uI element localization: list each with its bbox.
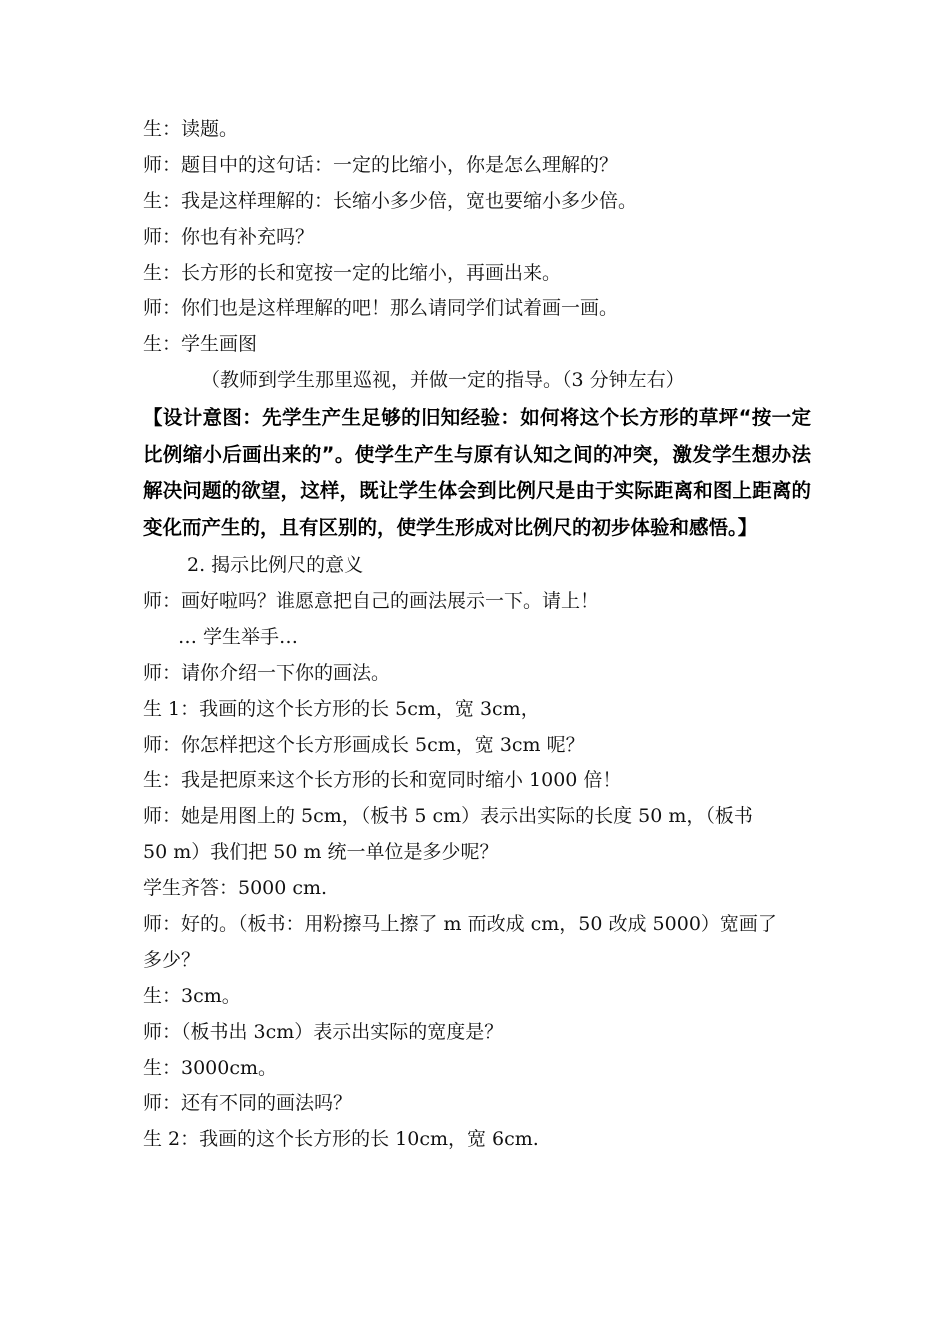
dialogue-line: 生：读题。 [143,118,239,140]
dialogue-line: 师：请你介绍一下你的画法。 [143,661,391,684]
dialogue-line: 师：（板书出 3cm）表示出实际的宽度是？ [143,1020,504,1043]
dialogue-line: 学生齐答：5000 cm. [143,877,328,900]
dialogue-line: 师：你怎样把这个长方形画成长 5cm，宽 3cm 呢？ [143,733,585,756]
dialogue-line: 师：还有不同的画法吗？ [143,1092,353,1115]
dialogue-line: 师：你们也是这样理解的吧！那么请同学们试着画一画。 [143,297,619,320]
dialogue-line: 生：3cm。 [143,984,241,1007]
stage-direction: … 学生举手… [178,625,299,648]
dialogue-line: 师：她是用图上的 5cm，（板书 5 cm）表示出实际的长度 50 m，（板书 [143,805,753,828]
section-heading: 2. 揭示比例尺的意义 [187,554,364,577]
dialogue-line: 多少？ [143,948,201,971]
document-body [143,112,811,1158]
design-intent-paragraph: 【设计意图：先学生产生足够的旧知经验：如何将这个长方形的草坪“按一定比例缩小后画出来的”。使学生产生与原有认知之间的冲突，激发学生想办法解决问题的欲望，这样，既让学生体会到比例尺是由于实际距离和图上距离的变化而产生的，且有区别的，使学生形成对比例尺的初步体验和感悟。】 [143,406,811,539]
dialogue-line: 生：我是这样理解的：长缩小多少倍，宽也要缩小多少倍。 [143,189,638,212]
dialogue-line: 50 m）我们把 50 m 统一单位是多少呢？ [143,841,499,864]
dialogue-line: 生 2：我画的这个长方形的长 10cm，宽 6cm. [143,1128,539,1151]
dialogue-line: 师：好的。（板书：用粉擦马上擦了 m 而改成 cm，50 改成 5000）宽画了 [143,913,777,936]
dialogue-line: 师：题目中的这句话：一定的比缩小，你是怎么理解的？ [143,153,619,176]
dialogue-line: 生：学生画图 [143,333,258,356]
dialogue-line: 生：长方形的长和宽按一定的比缩小，再画出来。 [143,261,562,284]
stage-direction: （教师到学生那里巡视，并做一定的指导。（3 分钟左右） [201,369,685,392]
dialogue-line: 生 1：我画的这个长方形的长 5cm，宽 3cm， [143,697,540,720]
dialogue-line: 师：你也有补充吗？ [143,225,315,248]
dialogue-line: 生：3000cm。 [143,1056,278,1079]
dialogue-line: 师：画好啦吗？谁愿意把自己的画法展示一下。请上！ [143,590,600,613]
dialogue-line: 生：我是把原来这个长方形的长和宽同时缩小 1000 倍！ [143,769,622,792]
